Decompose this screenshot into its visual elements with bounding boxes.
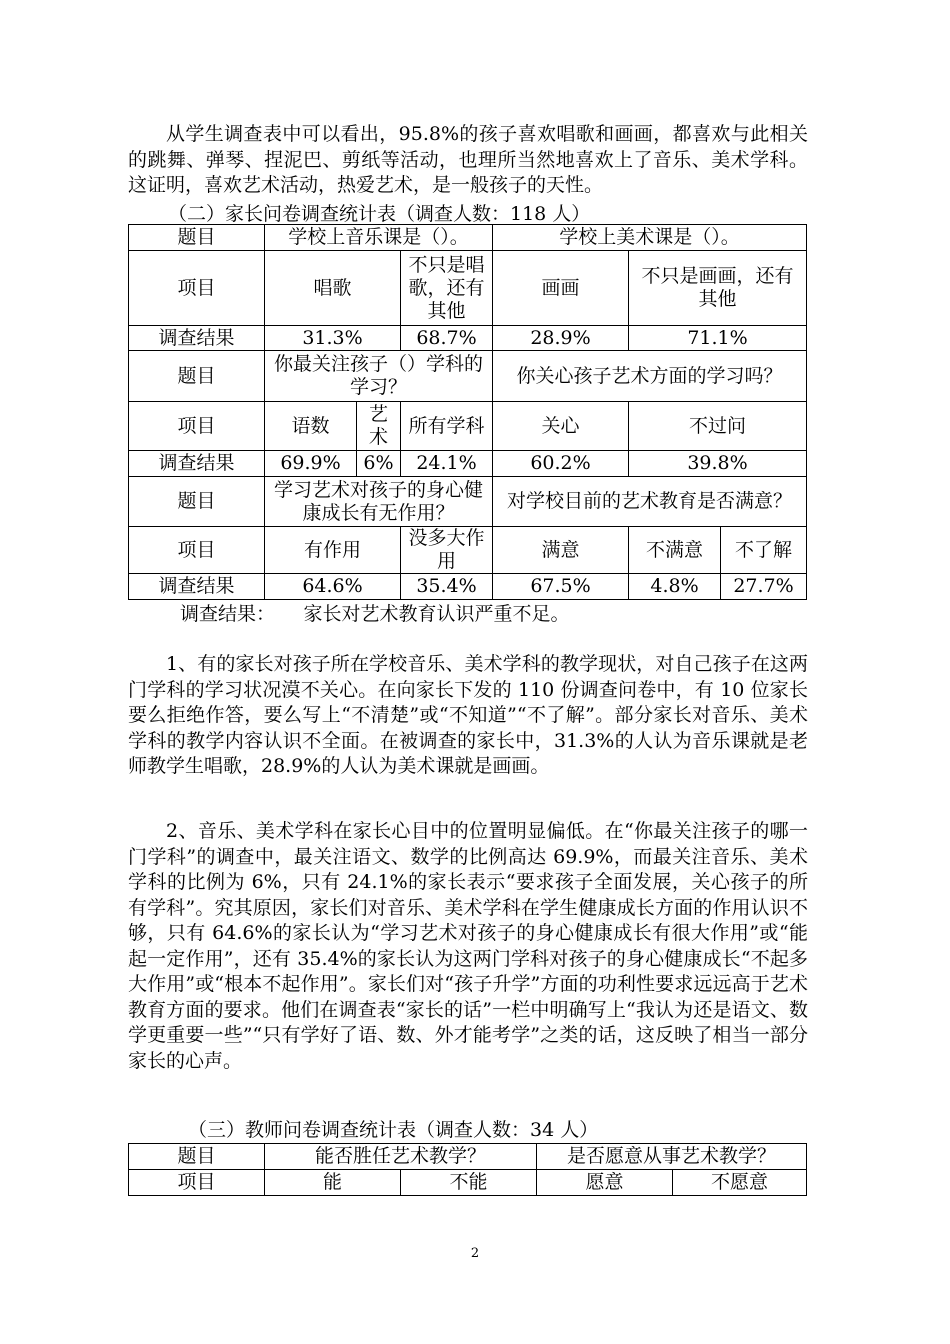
option-cell: 不满意 xyxy=(629,527,721,574)
parent-survey-table xyxy=(128,224,807,600)
topic-q2: 学校上美术课是（）。 xyxy=(493,225,807,251)
result-cell: 68.7% xyxy=(401,326,493,351)
result-cell: 71.1% xyxy=(629,326,807,351)
result-cell: 6% xyxy=(357,451,401,477)
parent-table-caption: （二）家长问卷调查统计表（调查人数：118 人） xyxy=(168,203,591,225)
result-cell: 39.8% xyxy=(629,451,807,477)
option-cell: 能 xyxy=(265,1170,401,1196)
result-cell: 64.6% xyxy=(265,574,401,600)
result-cell: 35.4% xyxy=(401,574,493,600)
result-cell: 27.7% xyxy=(721,574,807,600)
point-2-paragraph: 2、音乐、美术学科在家长心目中的位置明显偏低。在“你最关注孩子的哪一门学科”的调查中，最关注语文、数学的比例高达 69.9%，而最关注音乐、美术学科的比例为 6%，只有 24.1%的家长表示“要求孩子全面发展，关心孩子的所有学科”。究其原因，家长们对音乐、美术学科在学生健康成长方面的作用认识不够，只有 64.6%的家长认为“学习艺术对孩子的身心健康成长有很大作用”或“能起一定作用”，还有 35.4%的家长认为这两门学科对孩子的身心健康成长“不起多大作用”或“根本不起作用”。家长们对“孩子升学”方面的功利性要求远远高于艺术教育方面的要求。他们在调查表“家长的话”一栏中明确写上“我认为还是语文、数学更重要一些”“只有学好了语、数、外才能考学”之类的话，这反映了相当一部分家长的心声。 xyxy=(128,820,808,1072)
option-cell: 不只是画画，还有其他 xyxy=(629,251,807,326)
page-number: 2 xyxy=(470,1246,480,1261)
result-cell: 24.1% xyxy=(401,451,493,477)
label-topic: 题目 xyxy=(129,225,265,251)
teacher-topic-q2: 是否愿意从事艺术教学？ xyxy=(537,1144,807,1170)
label-topic: 题目 xyxy=(129,477,265,527)
topic-q3: 你最关注孩子（）学科的学习？ xyxy=(265,351,493,402)
result-cell: 4.8% xyxy=(629,574,721,600)
result-cell: 67.5% xyxy=(493,574,629,600)
intro-paragraph: 从学生调查表中可以看出，95.8%的孩子喜欢唱歌和画画，都喜欢与此相关的跳舞、弹琴、捏泥巴、剪纸等活动，也理所当然地喜欢上了音乐、美术学科。这证明，喜欢艺术活动，热爱艺术，是一般孩子的天性。 xyxy=(128,123,808,196)
option-cell: 不过问 xyxy=(629,402,807,451)
option-cell: 有作用 xyxy=(265,527,401,574)
option-cell: 不愿意 xyxy=(673,1170,807,1196)
teacher-table-caption: （三）教师问卷调查统计表（调查人数：34 人） xyxy=(188,1119,599,1141)
conclusion-line: 调查结果： 家长对艺术教育认识严重不足。 xyxy=(180,603,570,625)
label-item: 项目 xyxy=(129,1170,265,1196)
option-cell: 关心 xyxy=(493,402,629,451)
result-cell: 69.9% xyxy=(265,451,357,477)
label-item: 项目 xyxy=(129,251,265,326)
option-cell: 唱歌 xyxy=(265,251,401,326)
option-cell: 所有学科 xyxy=(401,402,493,451)
label-item: 项目 xyxy=(129,527,265,574)
option-cell: 满意 xyxy=(493,527,629,574)
label-result: 调查结果 xyxy=(129,574,265,600)
topic-q1: 学校上音乐课是（）。 xyxy=(265,225,493,251)
option-cell: 不了解 xyxy=(721,527,807,574)
teacher-topic-q1: 能否胜任艺术教学？ xyxy=(265,1144,537,1170)
label-result: 调查结果 xyxy=(129,451,265,477)
topic-q4: 你关心孩子艺术方面的学习吗？ xyxy=(493,351,807,402)
option-cell: 艺术 xyxy=(357,402,401,451)
option-cell: 没多大作用 xyxy=(401,527,493,574)
teacher-survey-table xyxy=(128,1143,807,1196)
option-cell: 不能 xyxy=(401,1170,537,1196)
option-cell: 愿意 xyxy=(537,1170,673,1196)
topic-q6: 对学校目前的艺术教育是否满意？ xyxy=(493,477,807,527)
result-cell: 31.3% xyxy=(265,326,401,351)
option-cell: 画画 xyxy=(493,251,629,326)
point-1-paragraph: 1、有的家长对孩子所在学校音乐、美术学科的教学现状，对自己孩子在这两门学科的学习状况漠不关心。在向家长下发的 110 份调查问卷中，有 10 位家长要么拒绝作答，要么写上“不清楚”或“不知道”“不了解”。部分家长对音乐、美术学科的教学内容认识不全面。在被调查的家长中，31.3%的人认为音乐课就是老师教学生唱歌，28.9%的人认为美术课就是画画。 xyxy=(128,653,808,777)
option-cell: 语数 xyxy=(265,402,357,451)
option-cell: 不只是唱歌，还有其他 xyxy=(401,251,493,326)
result-cell: 60.2% xyxy=(493,451,629,477)
label-item: 项目 xyxy=(129,402,265,451)
topic-q5: 学习艺术对孩子的身心健康成长有无作用？ xyxy=(265,477,493,527)
label-topic: 题目 xyxy=(129,351,265,402)
label-result: 调查结果 xyxy=(129,326,265,351)
label-topic: 题目 xyxy=(129,1144,265,1170)
result-cell: 28.9% xyxy=(493,326,629,351)
